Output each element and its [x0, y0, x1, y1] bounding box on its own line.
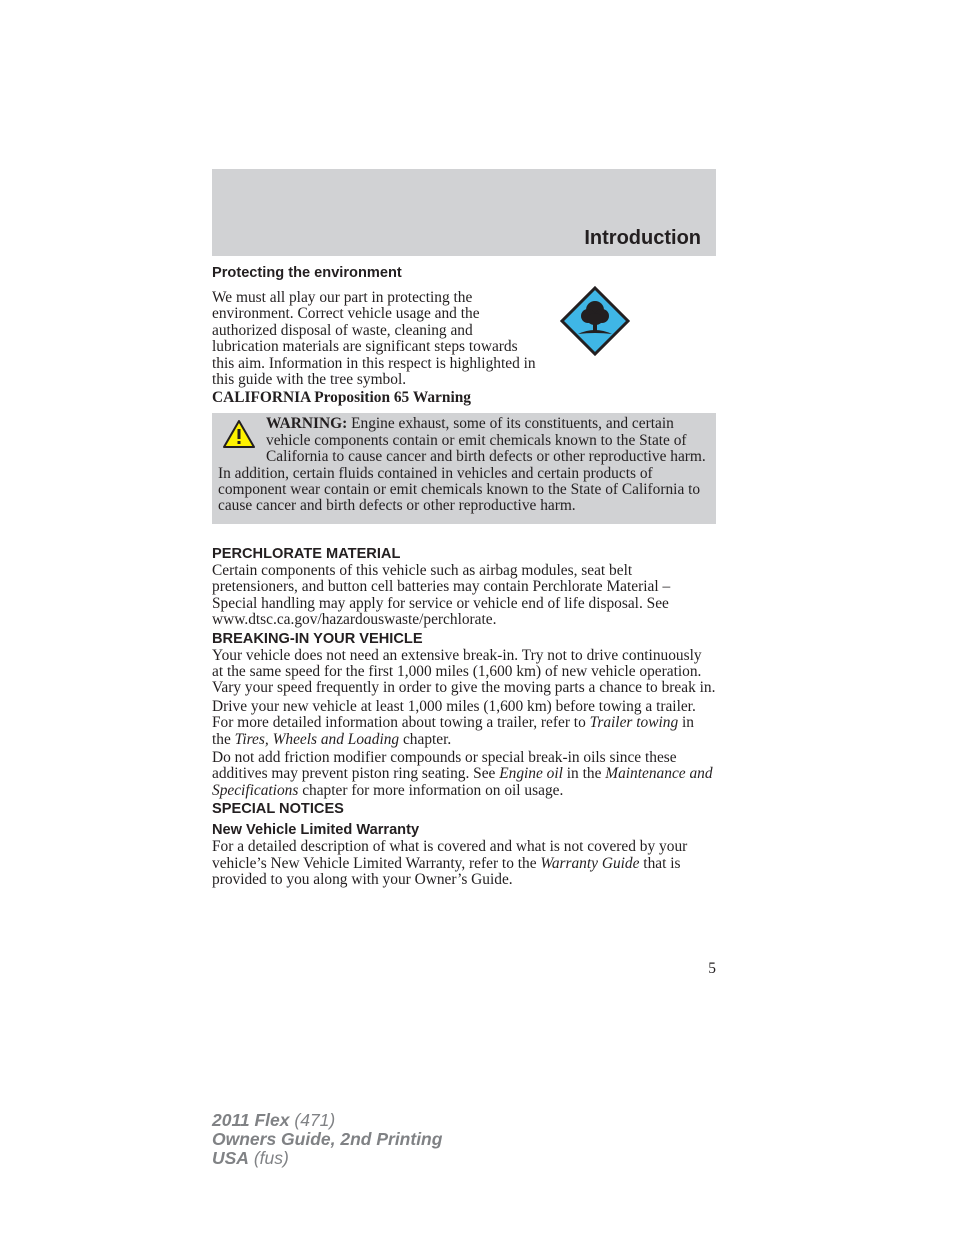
tree-environment-icon [560, 286, 630, 356]
section-header-band [212, 169, 716, 256]
xref-warranty-guide: Warranty Guide [540, 854, 640, 872]
env-body: We must all play our part in protecting the environment. Correct vehicle usage and the authorized disposal of waste, cleaning and lubrication materials are significant steps towards this aim. Information in this respect is highlighted in this guide with the tree symbol. [212, 289, 536, 389]
text-run: chapter. [399, 730, 452, 748]
xref-engine-oil: Engine oil [499, 765, 563, 783]
text-run: For a detailed description of what is covered and what is not covered by your vehicle’s New Vehicle Limited Warranty, refer to the [212, 838, 688, 872]
footer-line-3 [212, 1149, 442, 1168]
breakin-heading: BREAKING-IN YOUR VEHICLE [212, 630, 423, 647]
text-run: chapter for more information on oil usage. [298, 781, 564, 799]
breakin-paragraph-3 [212, 750, 716, 799]
footer-model-code: (471) [289, 1110, 336, 1130]
text-run: Drive your new vehicle at least 1,000 miles (1,600 km) before towing a trailer. For more detailed information about towing a trailer, refer to [212, 697, 696, 732]
env-heading: Protecting the environment [212, 265, 402, 281]
warning-triangle-icon [222, 419, 256, 449]
footer-market: USA [212, 1148, 249, 1168]
breakin-paragraph-1: Your vehicle does not need an extensive break-in. Try not to drive continuously at the same speed for the first 1,000 miles (1,600 km) of new vehicle operation. Vary your speed frequently in order to give the moving parts a chance to break in. [212, 646, 716, 697]
perchlorate-body: Certain components of this vehicle such as airbag modules, seat belt pretensioners, and button cell batteries may contain Perchlorate Material – Special handling may apply for service or vehicle end of life disposal. See www.dtsc.ca.gov/hazardouswaste/perchlorate. [212, 561, 671, 629]
warning-box [212, 413, 716, 523]
breakin-paragraph-2 [212, 699, 716, 748]
xref-tires-chapter: Tires, Wheels and Loading [234, 730, 400, 748]
document-footer [212, 1111, 442, 1168]
warranty-subheading: New Vehicle Limited Warranty [212, 822, 420, 839]
footer-line-2: Owners Guide, 2nd Printing [212, 1129, 443, 1149]
section-title: Introduction [584, 227, 701, 249]
env-section [212, 290, 716, 388]
warranty-paragraph [212, 839, 716, 888]
text-run: Do not add friction modifier compounds or special break-in oils since these additives may prevent piston ring seating. See [212, 748, 677, 783]
warning-label: WARNING: [266, 415, 348, 433]
text-run: that is provided to you along with your Owner’s Guide. [212, 854, 681, 888]
xref-maintenance-chapter: Maintenance and Specifications [212, 765, 713, 799]
text-run: in the [562, 765, 606, 783]
page-number: 5 [708, 960, 716, 977]
footer-line-1 [212, 1111, 442, 1130]
perchlorate-heading: PERCHLORATE MATERIAL [212, 545, 401, 562]
special-notices-heading: SPECIAL NOTICES [212, 801, 344, 818]
footer-model: 2011 Flex [212, 1110, 290, 1130]
text-run: in the [212, 714, 694, 748]
warning-paragraph [218, 416, 706, 514]
warning-text: Engine exhaust, some of its constituents, and certain vehicle components contain or emit chemicals known to the State of California to cause cancer and birth defects or other reproductive harm. In addition, certain fluids contained in vehicles and certain products of component wear contain or emit chemicals known to the State of California to cause cancer and birth defects or other reproductive harm. [218, 415, 706, 515]
footer-market-code: (fus) [248, 1148, 289, 1168]
xref-trailer-towing: Trailer towing [589, 714, 679, 732]
page-content [212, 264, 716, 888]
california-heading: CALIFORNIA Proposition 65 Warning [212, 389, 471, 407]
